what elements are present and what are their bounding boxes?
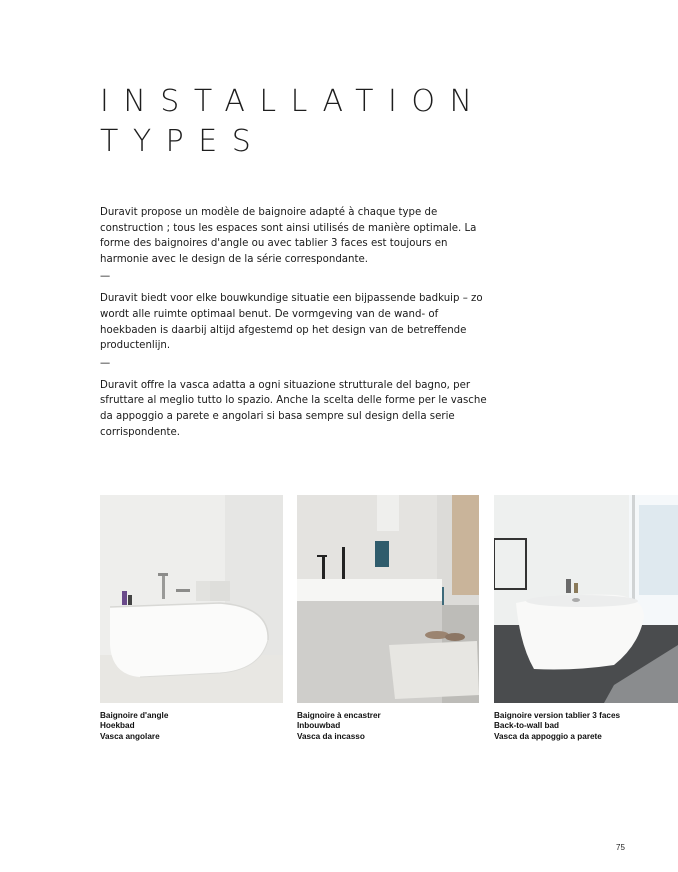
caption-line: Hoekbad [100, 721, 135, 731]
caption-line: Baignoire version tablier 3 faces [494, 711, 621, 720]
caption-line: Vasca da appoggio a parete [494, 731, 602, 741]
separator: — [100, 357, 111, 369]
caption-built-in-bath [297, 711, 381, 742]
title-line-2: TYPES [100, 124, 266, 159]
caption-line: Back-to-wall bad [494, 721, 560, 731]
caption-line: Baignoire à encastrer [297, 711, 381, 720]
caption-corner-bath [100, 711, 168, 742]
intro-text [100, 205, 490, 440]
caption-line: Vasca angolare [100, 731, 160, 741]
photo-back-to-wall-bath [494, 495, 678, 703]
separator: — [100, 271, 111, 283]
paragraph-dutch: Duravit biedt voor elke bouwkundige situatie een bijpassende badkuip – zo wordt alle ruimte optimaal benut. De vormgeving van de wand- of hoekbaden is daarbij altijd afgestemd op het design van de betreffende productenlijn. [100, 293, 483, 352]
paragraph-french: Duravit propose un modèle de baignoire adapté à chaque type de construction ; tous les espaces sont ainsi utilisés de manière optimale. La forme des baignoires d'angle ou avec tablier 3 faces est toujours en harmonie avec le design de la série correspondante. [100, 207, 477, 265]
caption-line: Inbouwbad [297, 721, 341, 731]
title-line-1: INSTALLATION [100, 84, 487, 119]
photo-corner-bath [100, 495, 283, 703]
caption-line: Baignoire d'angle [100, 711, 169, 720]
paragraph-italian: Duravit offre la vasca adatta a ogni situazione strutturale del bagno, per sfruttare al meglio tutto lo spazio. Anche la scelta delle forme per le vasche da appoggio a parete e angolari si basa sempre sul design della serie corrispondente. [100, 379, 487, 438]
page-number: 75 [616, 843, 625, 852]
page-title [100, 82, 486, 162]
caption-back-to-wall-bath [494, 711, 620, 742]
photo-built-in-bath [297, 495, 479, 703]
caption-line: Vasca da incasso [297, 731, 365, 741]
